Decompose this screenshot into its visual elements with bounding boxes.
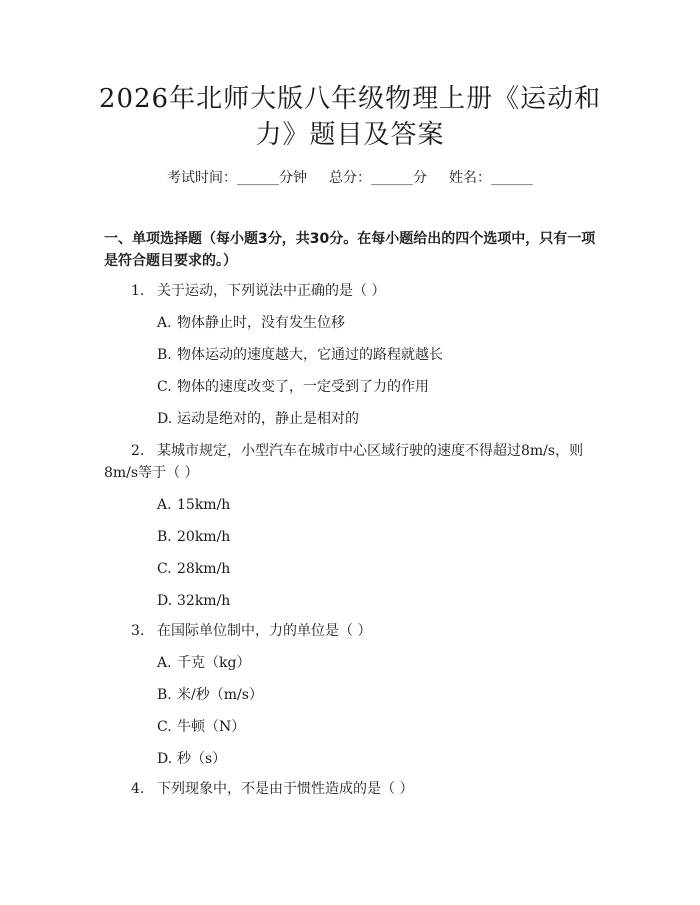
option-letter: D. [157, 411, 173, 427]
option-text: 28km/h [177, 561, 231, 577]
question-number: 4. [131, 781, 145, 797]
option-text: 物体的速度改变了，一定受到了力的作用 [177, 379, 429, 395]
option-letter: A. [157, 497, 172, 513]
page-title-line1: 2026年北师大版八年级物理上册《运动和 [98, 84, 602, 114]
exam-meta [0, 168, 700, 188]
option-letter: A. [157, 655, 172, 671]
option-text: 运动是绝对的，静止是相对的 [177, 411, 359, 427]
question-4 [131, 778, 413, 800]
question-2-option-c [157, 558, 230, 580]
question-2-option-a [157, 494, 230, 516]
option-letter: D. [157, 751, 173, 767]
question-3 [131, 620, 371, 642]
option-letter: D. [157, 593, 173, 609]
option-letter: C. [157, 561, 172, 577]
option-text: 牛顿（N） [177, 719, 246, 735]
option-text: 物体静止时，没有发生位移 [177, 315, 345, 331]
time-label: 考试时间：______分钟 [167, 170, 307, 186]
question-2 [131, 440, 583, 462]
score-label: 总分：______分 [329, 170, 427, 186]
section-heading-line2: 是符合题目要求的。） [104, 253, 237, 269]
question-number: 3. [131, 623, 145, 639]
question-2-continued: 8m/s等于（ ） [104, 465, 199, 481]
question-1-option-d [157, 408, 359, 430]
option-text: 物体运动的速度越大，它通过的路程就越长 [177, 347, 443, 363]
section-heading-line1: 一、单项选择题（每小题3分，共30分。在每小题给出的四个选项中，只有一项 [104, 231, 596, 247]
name-label: 姓名：______ [449, 170, 533, 186]
question-number: 2. [131, 443, 145, 459]
option-text: 千克（kg） [177, 655, 251, 671]
question-2-option-d [157, 590, 230, 612]
option-letter: B. [157, 347, 172, 363]
question-3-option-b [157, 684, 263, 706]
question-text: 某城市规定，小型汽车在城市中心区域行驶的速度不得超过8m/s，则 [157, 443, 584, 459]
option-text: 15km/h [177, 497, 231, 513]
option-text: 秒（s） [177, 751, 227, 767]
page-title-line2: 力》题目及答案 [255, 120, 445, 150]
option-letter: B. [157, 529, 172, 545]
option-text: 20km/h [177, 529, 231, 545]
question-1 [131, 280, 385, 302]
question-1-option-c [157, 376, 429, 398]
question-text: 关于运动，下列说法中正确的是（ ） [157, 283, 386, 299]
question-2-option-b [157, 526, 230, 548]
question-3-option-d [157, 748, 226, 770]
option-text: 米/秒（m/s） [177, 687, 263, 703]
option-letter: B. [157, 687, 172, 703]
question-text: 下列现象中，不是由于惯性造成的是（ ） [157, 781, 414, 797]
option-letter: A. [157, 315, 172, 331]
question-3-option-a [157, 652, 250, 674]
question-1-option-a [157, 312, 345, 334]
question-number: 1. [131, 283, 145, 299]
question-text: 在国际单位制中，力的单位是（ ） [157, 623, 372, 639]
question-3-option-c [157, 716, 245, 738]
option-letter: C. [157, 379, 172, 395]
option-letter: C. [157, 719, 172, 735]
question-1-option-b [157, 344, 443, 366]
option-text: 32km/h [177, 593, 231, 609]
